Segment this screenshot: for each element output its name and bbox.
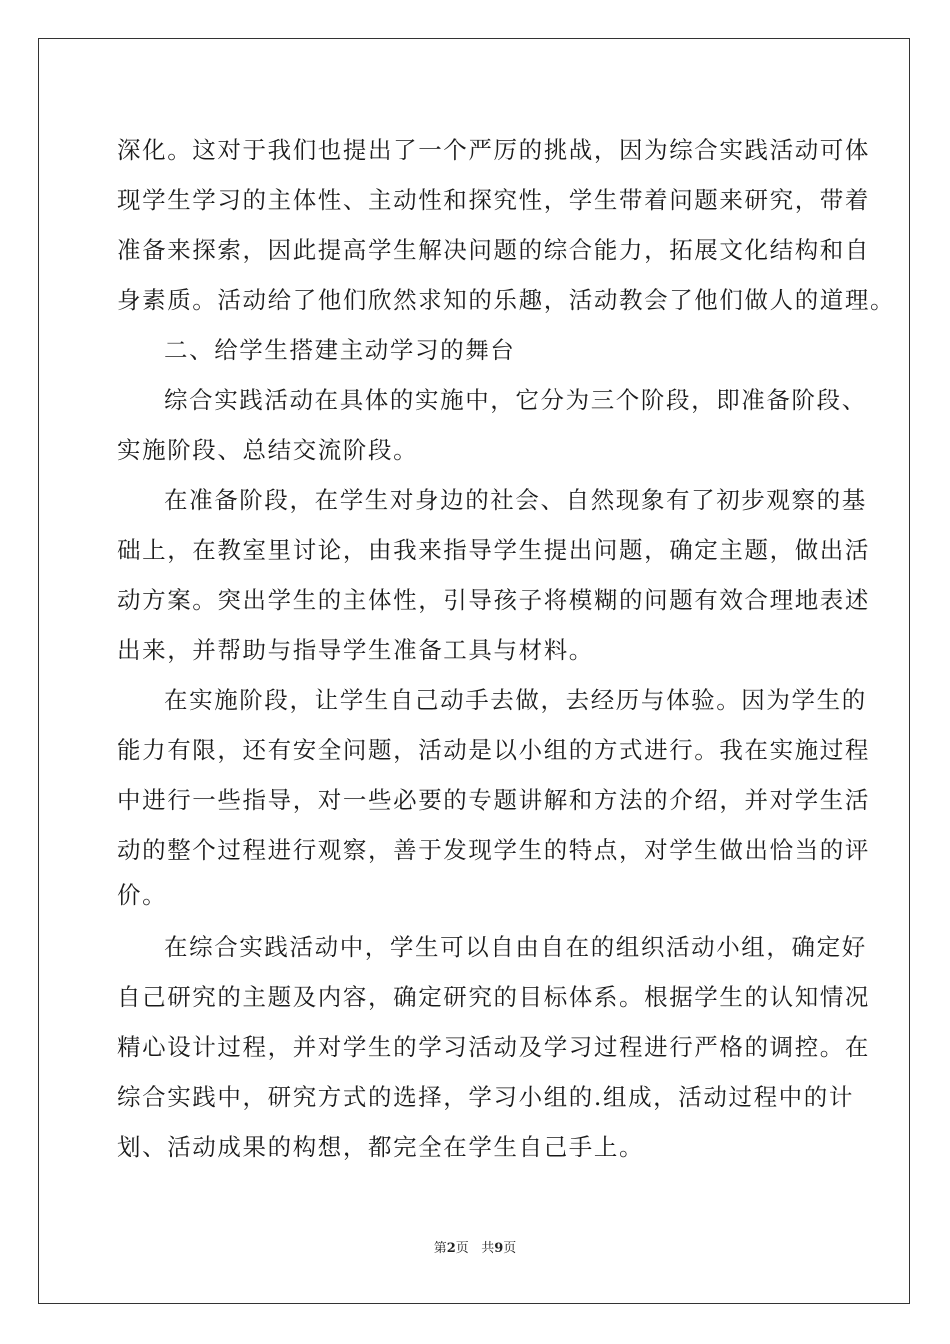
footer-prefix: 第: [433, 1241, 447, 1256]
text-line: 划、活动成果的构想，都完全在学生自己手上。: [117, 1133, 645, 1161]
text-line: 能力有限，还有安全问题，活动是以小组的方式进行。我在实施过程: [117, 736, 870, 764]
text-line: 中进行一些指导，对一些必要的专题讲解和方法的介绍，并对学生活: [117, 786, 870, 814]
text-line: 动的整个过程进行观察，善于发现学生的特点，对学生做出恰当的评: [117, 836, 870, 864]
text-line: 准备来探索，因此提高学生解决问题的综合能力，拓展文化结构和自: [117, 236, 870, 264]
section-heading: 二、给学生搭建主动学习的舞台: [164, 336, 516, 364]
text-line: 自己研究的主题及内容，确定研究的目标体系。根据学生的认知情况: [117, 983, 870, 1011]
text-line: 精心设计过程，并对学生的学习活动及学习过程进行严格的调控。在: [117, 1033, 870, 1061]
footer-page-unit: 页: [455, 1241, 469, 1256]
text-line: 身素质。活动给了他们欣然求知的乐趣，活动教会了他们做人的道理。: [117, 286, 896, 314]
text-line: 深化。这对于我们也提出了一个严厉的挑战，因为综合实践活动可体: [117, 136, 870, 164]
text-line: 实施阶段、总结交流阶段。: [117, 436, 419, 464]
page-footer: [0, 1240, 950, 1258]
total-pages-number: 9: [494, 1241, 504, 1256]
footer-total-prefix: 共: [481, 1241, 495, 1256]
text-line: 综合实践活动在具体的实施中，它分为三个阶段，即准备阶段、: [164, 386, 867, 414]
text-line: 在综合实践活动中，学生可以自由自在的组织活动小组，确定好: [164, 933, 867, 961]
text-line: 在实施阶段，让学生自己动手去做，去经历与体验。因为学生的: [164, 686, 867, 714]
text-line: 在准备阶段，在学生对身边的社会、自然现象有了初步观察的基: [164, 486, 867, 514]
text-line: 动方案。突出学生的主体性，引导孩子将模糊的问题有效合理地表述: [117, 586, 870, 614]
text-line: 综合实践中，研究方式的选择，学习小组的.组成，活动过程中的计: [117, 1083, 854, 1111]
text-line: 现学生学习的主体性、主动性和探究性，学生带着问题来研究，带着: [117, 186, 870, 214]
footer-total-unit: 页: [503, 1241, 517, 1256]
text-line: 价。: [117, 881, 168, 909]
page-border: [38, 38, 910, 1304]
text-line: 出来，并帮助与指导学生准备工具与材料。: [117, 636, 594, 664]
current-page-number: 2: [446, 1241, 456, 1256]
text-line: 础上，在教室里讨论，由我来指导学生提出问题，确定主题，做出活: [117, 536, 870, 564]
